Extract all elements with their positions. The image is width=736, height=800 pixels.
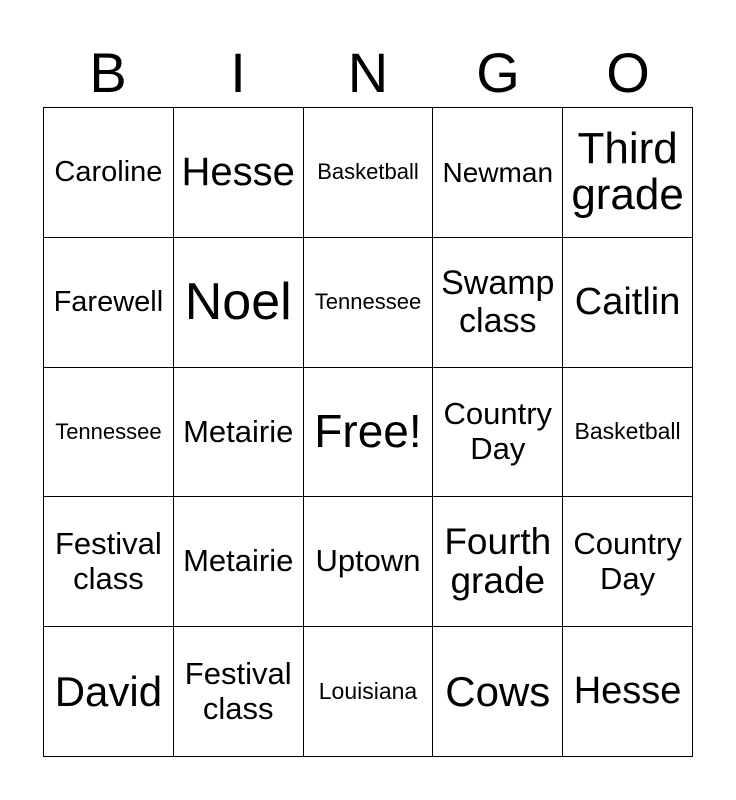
bingo-cell[interactable]: Cows (433, 627, 563, 757)
header-letter-b: B (89, 41, 127, 104)
bingo-header (43, 38, 693, 108)
bingo-cell[interactable]: Tennessee (304, 238, 434, 368)
bingo-grid (43, 107, 693, 757)
bingo-cell[interactable]: Festival class (174, 627, 304, 757)
header-letter-g: G (476, 41, 520, 104)
bingo-cell[interactable]: Metairie (174, 497, 304, 627)
header-letter-n: N (347, 41, 389, 104)
bingo-cell[interactable]: Caroline (44, 108, 174, 238)
header-letter-i: I (230, 41, 246, 104)
bingo-cell[interactable]: Hesse (563, 627, 693, 757)
bingo-cell[interactable]: Uptown (304, 497, 434, 627)
bingo-cell[interactable]: Basketball (563, 368, 693, 498)
bingo-cell[interactable]: David (44, 627, 174, 757)
bingo-cell[interactable]: Tennessee (44, 368, 174, 498)
header-letter-o: O (606, 41, 650, 104)
bingo-cell[interactable]: Swamp class (433, 238, 563, 368)
bingo-cell[interactable]: Louisiana (304, 627, 434, 757)
bingo-cell[interactable]: Metairie (174, 368, 304, 498)
bingo-cell[interactable]: Fourth grade (433, 497, 563, 627)
bingo-cell[interactable]: Free! (304, 368, 434, 498)
bingo-cell[interactable]: Basketball (304, 108, 434, 238)
bingo-cell[interactable]: Festival class (44, 497, 174, 627)
bingo-cell[interactable]: Newman (433, 108, 563, 238)
bingo-cell[interactable]: Hesse (174, 108, 304, 238)
bingo-cell[interactable]: Noel (174, 238, 304, 368)
bingo-cell[interactable]: Third grade (563, 108, 693, 238)
bingo-cell[interactable]: Country Day (563, 497, 693, 627)
bingo-cell[interactable]: Farewell (44, 238, 174, 368)
bingo-cell[interactable]: Country Day (433, 368, 563, 498)
bingo-cell[interactable]: Caitlin (563, 238, 693, 368)
